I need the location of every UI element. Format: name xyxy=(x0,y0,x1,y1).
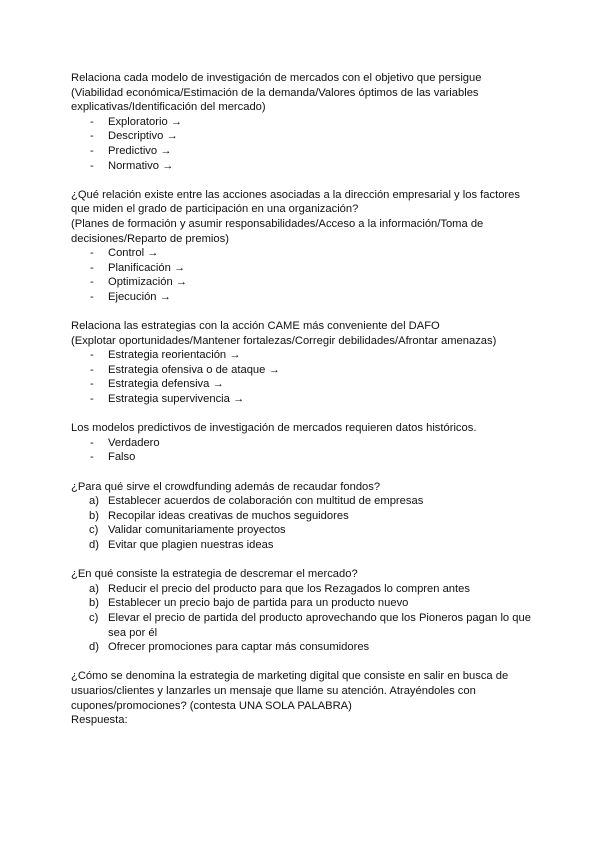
question-list xyxy=(71,71,531,742)
choice-marker: b) xyxy=(89,597,99,610)
choice-text: Elevar el precio de partida del producto aprovechando que los Pioneros pagan lo que sea por él xyxy=(108,611,531,639)
list-item: - Normativo → xyxy=(71,159,531,174)
choice-marker: d) xyxy=(89,641,99,654)
choice-item xyxy=(71,523,531,538)
choice-marker: c) xyxy=(89,524,99,537)
dash-list xyxy=(71,246,531,304)
question-prompt: ¿En qué consiste la estrategia de descremar el mercado? xyxy=(71,568,358,581)
list-item: - Control → xyxy=(71,246,531,261)
question-2 xyxy=(71,188,531,305)
list-item: - Descriptivo → xyxy=(71,129,531,144)
choice-item xyxy=(71,596,531,611)
choice-text: Establecer acuerdos de colaboración con multitud de empresas xyxy=(108,495,424,508)
choice-marker: a) xyxy=(89,495,99,508)
choice-item xyxy=(71,509,531,524)
question-5 xyxy=(71,480,531,553)
list-item: - Exploratorio → xyxy=(71,115,531,130)
question-options-line: (Planes de formación y asumir responsabilidades/Acceso a la información/Toma de decisiones/Reparto de premios) xyxy=(71,217,484,245)
answer-label: Respuesta: xyxy=(71,714,128,727)
question-1 xyxy=(71,71,531,173)
list-item: - Optimización → xyxy=(71,275,531,290)
question-6 xyxy=(71,567,531,655)
dash-list xyxy=(71,436,531,465)
choice-text: Recopilar ideas creativas de muchos seguidores xyxy=(108,509,349,522)
question-options-line: (Explotar oportunidades/Mantener fortalezas/Corregir debilidades/Afrontar amenazas) xyxy=(71,334,497,347)
choice-text: Evitar que plagien nuestras ideas xyxy=(108,539,274,551)
question-prompt: Relaciona cada modelo de investigación de mercados con el objetivo que persigue xyxy=(71,72,482,84)
choice-marker: b) xyxy=(89,509,99,522)
question-prompt: Relaciona las estrategias con la acción CAME más conveniente del DAFO xyxy=(71,320,440,333)
choice-item xyxy=(71,582,531,597)
list-item: - Falso xyxy=(71,450,531,465)
question-prompt: Los modelos predictivos de investigación de mercados requieren datos históricos. xyxy=(71,422,477,435)
question-prompt: ¿Cómo se denomina la estrategia de marketing digital que consiste en salir en busca de usuarios/clientes y lanzarles un mensaje que llame su atención. Atrayéndoles con cupones/promociones? (contesta UNA SOLA PALABRA) xyxy=(71,670,509,712)
dash-list xyxy=(71,115,531,173)
choice-list xyxy=(71,494,531,552)
choice-item xyxy=(71,538,531,553)
choice-item xyxy=(71,494,531,509)
choice-marker: a) xyxy=(89,582,99,595)
dash-list xyxy=(71,348,531,406)
choice-text: Validar comunitariamente proyectos xyxy=(108,524,286,537)
list-item: - Predictivo → xyxy=(71,144,531,159)
choice-text: Ofrecer promociones para captar más consumidores xyxy=(108,641,370,654)
choice-item xyxy=(71,640,531,655)
question-3 xyxy=(71,319,531,407)
choice-marker: d) xyxy=(89,539,99,551)
list-item: - Estrategia supervivencia → xyxy=(71,392,531,407)
list-item: - Verdadero xyxy=(71,436,531,451)
list-item: - Estrategia reorientación → xyxy=(71,348,531,363)
list-item: - Estrategia defensiva → xyxy=(71,377,531,392)
question-7 xyxy=(71,669,531,727)
choice-text: Establecer un precio bajo de partida para un producto nuevo xyxy=(108,597,409,610)
question-prompt: ¿Qué relación existe entre las acciones asociadas a la dirección empresarial y los factores que miden el grado de participación en una organización? xyxy=(71,188,520,216)
choice-text: Reducir el precio del producto para que los Rezagados lo compren antes xyxy=(108,582,470,595)
question-prompt: ¿Para qué sirve el crowdfunding además de recaudar fondos? xyxy=(71,480,381,493)
question-4 xyxy=(71,421,531,465)
question-options-line: (Viabilidad económica/Estimación de la demanda/Valores óptimos de las variables explicativas/Identificación del mercado) xyxy=(71,86,479,114)
choice-list xyxy=(71,582,531,655)
list-item: - Ejecución → xyxy=(71,290,531,305)
list-item: - Planificación → xyxy=(71,261,531,276)
choice-marker: c) xyxy=(89,611,99,624)
choice-item xyxy=(71,611,531,640)
list-item: - Estrategia ofensiva o de ataque → xyxy=(71,363,531,378)
